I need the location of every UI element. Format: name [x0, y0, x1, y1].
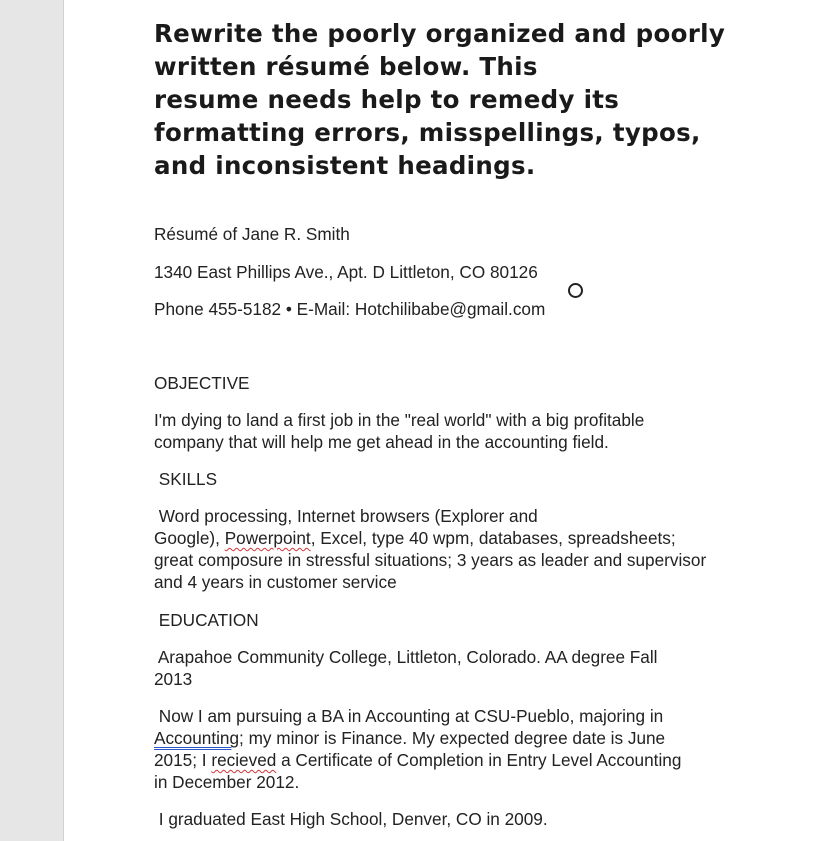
assignment-heading [154, 17, 754, 182]
left-margin-gutter [0, 0, 64, 841]
grammar-flagged-word[interactable]: Accounting [154, 728, 240, 748]
resume-title: Résumé of Jane R. Smith [154, 224, 350, 244]
document-content[interactable] [154, 17, 754, 830]
education-line: 2013 [154, 669, 193, 689]
heading-line: formatting errors, misspellings, typos, [154, 118, 701, 147]
education-line: a Certificate of Completion in Entry Level Accounting [276, 750, 682, 770]
education-line: 2015; I [154, 750, 212, 770]
skills-heading: SKILLS [154, 469, 218, 489]
heading-line: written résumé below. This [154, 52, 538, 81]
mouse-cursor-icon [568, 283, 583, 298]
education-paragraph-3: I graduated East High School, Denver, CO in 2009. [154, 809, 548, 829]
skills-line: , Excel, type 40 wpm, databases, spreadsheets; [310, 528, 676, 548]
education-paragraph-2 [154, 705, 754, 793]
objective-heading: OBJECTIVE [154, 373, 250, 393]
objective-line: company that will help me get ahead in the accounting field. [154, 432, 609, 452]
misspelled-word[interactable]: Powerpoint [224, 528, 311, 548]
education-paragraph-1 [154, 646, 754, 690]
objective-line: I'm dying to land a first job in the "real world" with a big profitable [154, 410, 645, 430]
objective-paragraph [154, 409, 754, 453]
heading-line: and inconsistent headings. [154, 151, 536, 180]
skills-line: Word processing, Internet browsers (Explorer and [154, 506, 538, 526]
heading-line: Rewrite the poorly organized and poorly [154, 19, 726, 48]
skills-line: great composure in stressful situations; 3 years as leader and supervisor [154, 550, 707, 570]
misspelled-word[interactable]: recieved [211, 750, 277, 770]
education-line: ; my minor is Finance. My expected degree date is June [239, 728, 666, 748]
resume-contact: Phone 455-5182 • E-Mail: Hotchilibabe@gmail.com [154, 299, 546, 319]
heading-line: resume needs help to remedy its [154, 85, 620, 114]
education-line: Now I am pursuing a BA in Accounting at CSU-Pueblo, majoring in [154, 706, 664, 726]
resume-address: 1340 East Phillips Ave., Apt. D Littleton, CO 80126 [154, 262, 538, 282]
education-line: Arapahoe Community College, Littleton, Colorado. AA degree Fall [154, 647, 658, 667]
skills-paragraph [154, 505, 754, 593]
education-line: in December 2012. [154, 772, 300, 792]
skills-line: and 4 years in customer service [154, 572, 397, 592]
education-heading: EDUCATION [154, 610, 259, 630]
skills-line: Google), [154, 528, 225, 548]
document-page[interactable] [64, 0, 819, 841]
